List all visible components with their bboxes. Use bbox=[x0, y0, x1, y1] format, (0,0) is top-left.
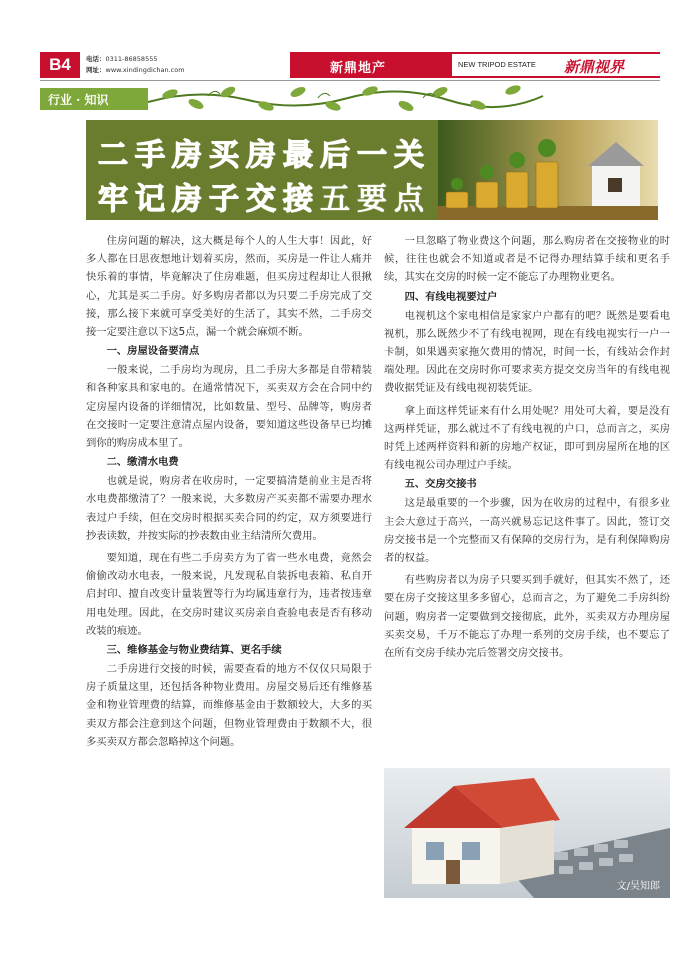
contact-info bbox=[86, 54, 185, 76]
paragraph: 有些购房者以为房子只要买到手就好，但其实不然了，还要在房子交接这里多多留心，总而言之，为了避免二手房纠纷问题，购房者一定要做到交接彻底，此外，买卖双方办理房屋买卖交易，千万不能忘了办理一系列的交房手续，也不要忘了在所有交房手续办完后签署交房交接书。 bbox=[384, 574, 670, 660]
title-panel bbox=[86, 120, 438, 220]
paragraph: 要知道，现在有些二手房卖方为了省一些水电费，竟然会偷偷改动水电表，一般来说，凡发现私自装拆电表箱、私自开启封印、擅自改变计量装置等行为均属违章行为，违者按违章用电处理。因此，在交房时建议买房亲自查验电表是否有移动改装的痕迹。 bbox=[86, 552, 372, 637]
subheading: 一、房屋设备要清点 bbox=[106, 345, 200, 358]
headline-emphasis: 五要点 bbox=[320, 182, 431, 217]
photo-credit: 文/吴知郎 bbox=[616, 881, 660, 892]
category-label: 行业 · 知识 bbox=[48, 93, 109, 107]
page-number: B4 bbox=[40, 52, 80, 78]
header-rule bbox=[40, 80, 660, 81]
article-column-left bbox=[86, 232, 372, 751]
paragraph: 住房问题的解决，这大概是每个人的人生大事！因此，好多人都在日思夜想地计划着买房，然而，买房是一件让人痛并快乐着的事情，毕竟解决了住房难题，但买房过程却让人很揪心，尤其是买二手房。好多购房者都以为只要二手房完成了交接，那么接下来就可享受美好的生活了，其实不然，二手房交接一定要注意以下这5点，漏一个就会麻烦不断。 bbox=[86, 235, 372, 339]
paper-nameplate bbox=[452, 52, 660, 78]
headline-line-2 bbox=[98, 174, 431, 218]
article-column-right bbox=[384, 232, 670, 662]
paper-name-en: NEW TRIPOD ESTATE bbox=[458, 60, 536, 69]
phone-label: 电话： bbox=[86, 55, 106, 63]
masthead bbox=[40, 52, 660, 78]
title-banner bbox=[86, 120, 658, 220]
headline-line-1: 二手房买房最后一关 bbox=[98, 138, 431, 173]
subheading: 三、维修基金与物业费结算、更名手续 bbox=[106, 644, 282, 657]
paper-name-cn: 新鼎视界 bbox=[564, 58, 625, 76]
paragraph: 拿上面这样凭证来有什么用处呢？用处可大着，要是没有这两样凭证，那么就过不了有线电视的户口，总而言之，买房时凭上述两样资料和新的房地产权证，即可到房屋所在地的区有线电视公司办理过户手续。 bbox=[384, 404, 670, 472]
category-tag bbox=[40, 88, 148, 110]
coins-house-image bbox=[438, 120, 658, 220]
paragraph: 一旦忽略了物业费这个问题，那么购房者在交接物业的时候，往往也就会不知道或者是不记得办理结算手续和更名手续，其实在交房的时候一定不能忘了办理物业更名。 bbox=[384, 235, 670, 284]
paragraph: 这是最重要的一个步骤，因为在收房的过程中，有很多业主会大意过于高兴，一高兴就易忘记这件事了。因此，签订交房交接书是一个完整而又有保障的交房行为，是有利保障购房者的权益。 bbox=[384, 497, 670, 565]
subheading: 二、缴清水电费 bbox=[106, 456, 179, 469]
phone: 0311-86858555 bbox=[105, 55, 158, 63]
site-label: 网址： bbox=[86, 66, 106, 74]
subheading: 五、交房交接书 bbox=[404, 478, 477, 491]
subheading: 四、有线电视要过户 bbox=[404, 290, 498, 303]
house-calculator-photo bbox=[384, 768, 670, 898]
headline-line-2-text: 牢记房子交接 bbox=[98, 182, 320, 217]
paragraph: 也就是说，购房者在收房时，一定要搞清楚前业主是否将水电费都缴清了？一般来说，大多数房产买卖都不需要办理水表过户手续，但在交房时根据买卖合同的约定，双方须要进行抄表读数，并按实际的抄表数由业主结清所欠费用。 bbox=[86, 475, 372, 542]
paragraph: 一般来说，二手房均为现房，且二手房大多都是自带精装和各种家具和家电的。在通常情况下，买卖双方会在合同中约定房屋内设备的详细情况，比如数量、型号、品牌等，购房者在交接时一定要注意清点屋内设备，要知道这些设备早已均摊到你的购房成本里了。 bbox=[86, 364, 372, 450]
paragraph: 二手房进行交接的时候，需要查看的地方不仅仅只局限于房子质量这里，还包括各种物业费用。房屋交易后还有维修基金和物业管理费的结算，而维修基金由于数额较大，大多的买卖双方都会注意到这个问题，但物业管理费由于数额不大，很多买卖双方都会忽略掉这个问题。 bbox=[86, 663, 372, 748]
paragraph: 电视机这个家电相信是家家户户都有的吧？既然是要看电视机，那么既然少不了有线电视网，现在有线电视实行一户一卡制，如果遇卖家拖欠费用的情况，时间一长，有线站会作封端处理。因此在交房时你可要求卖方提交交房当年的有线电视费收据凭证及有线电视初装凭证。 bbox=[384, 309, 670, 395]
vine-decoration-icon bbox=[148, 84, 548, 114]
section-title: 新鼎地产 bbox=[330, 61, 387, 76]
website: www.xindingdichan.com bbox=[105, 66, 185, 74]
